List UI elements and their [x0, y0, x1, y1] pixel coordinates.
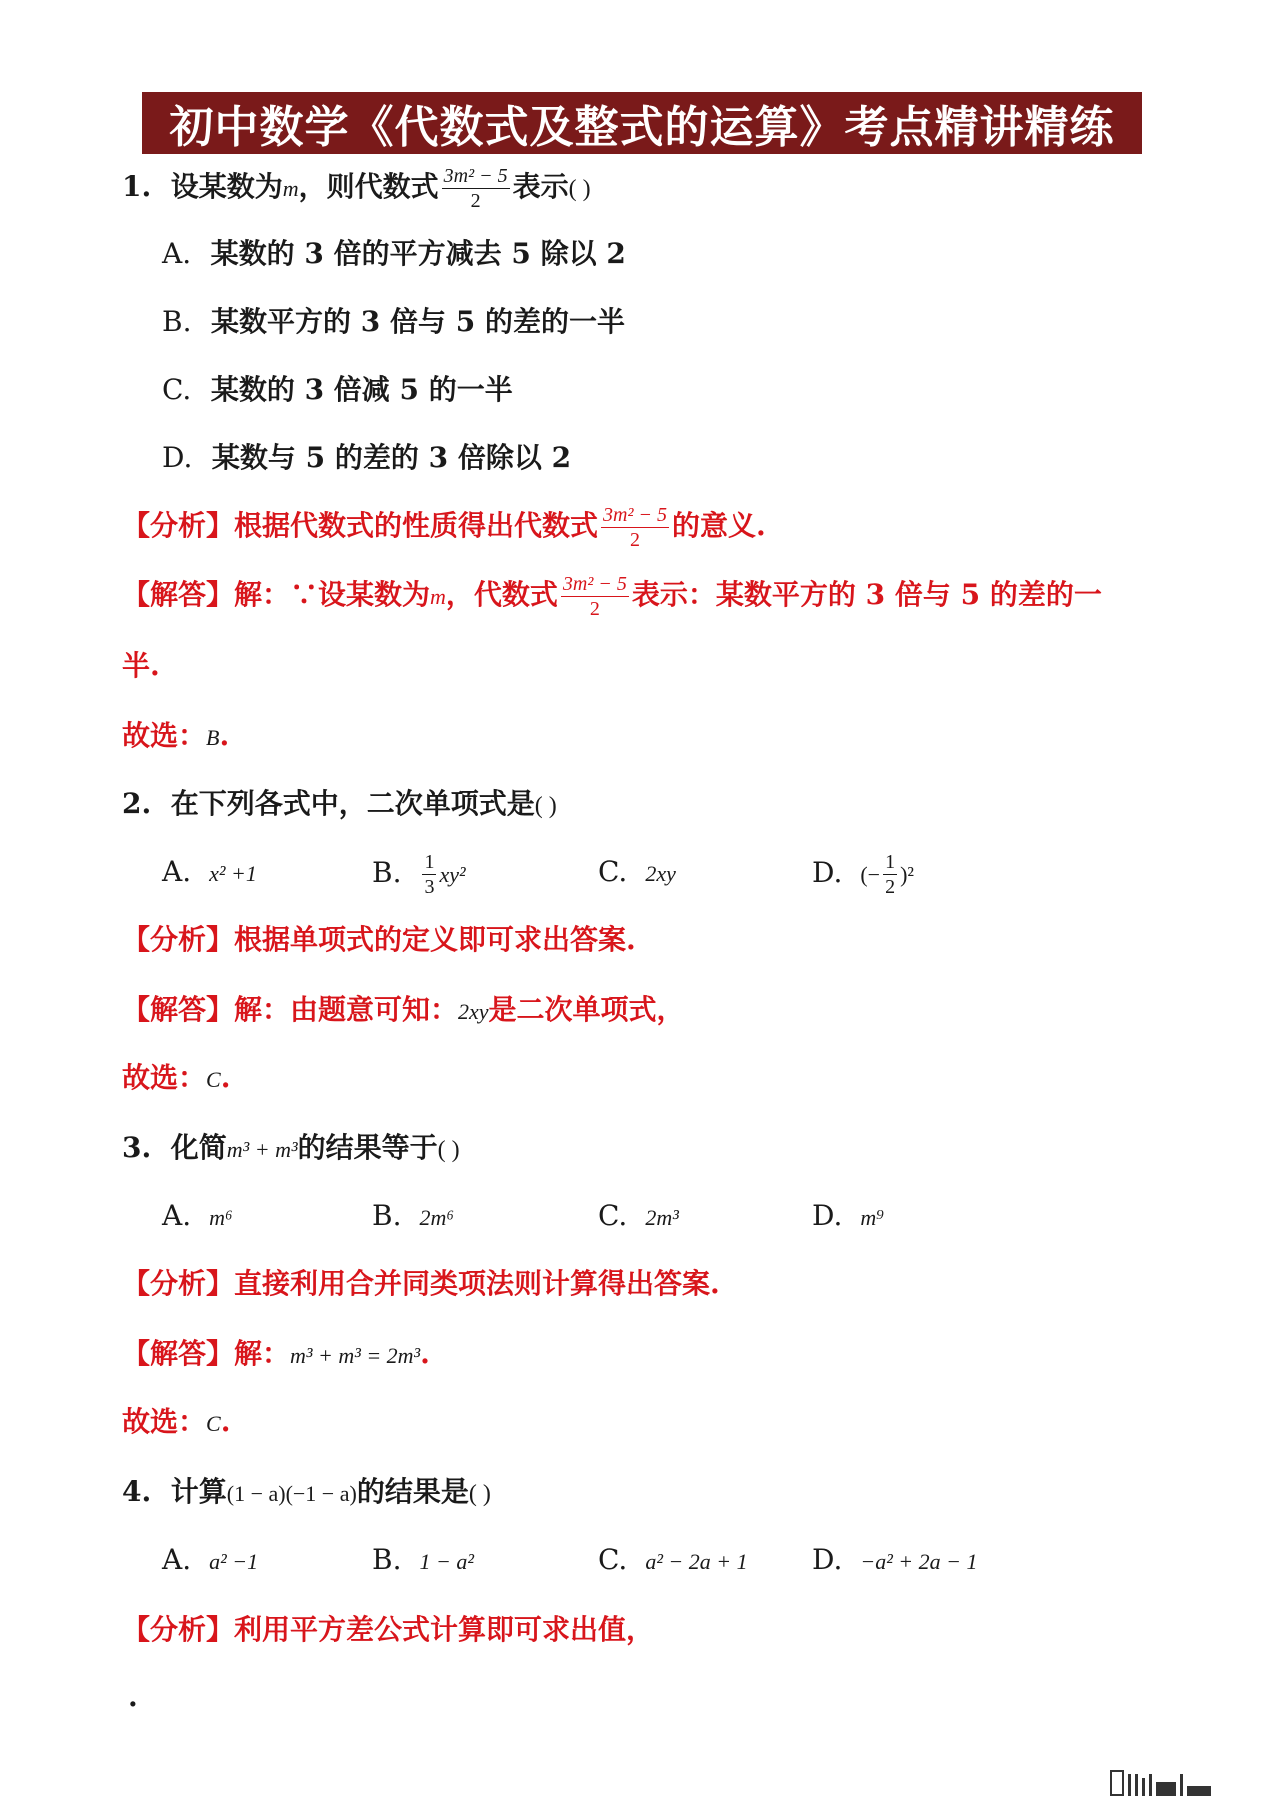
- answer-text: .: [420, 1337, 430, 1370]
- option-text: 某数平方的 3 倍与 5 的差的一半: [210, 305, 625, 338]
- option-text: 2m⁶: [419, 1205, 455, 1230]
- option-label: C.: [162, 373, 192, 406]
- q2-option-b: [372, 852, 466, 897]
- option-c: [162, 370, 513, 410]
- option-label: D.: [812, 1199, 843, 1232]
- question-text: 表示: [512, 170, 569, 203]
- question-text: 的结果是: [356, 1475, 469, 1508]
- choose-1: [122, 716, 229, 758]
- answer-text: ，代数式: [445, 578, 558, 611]
- question-math: (1 − a)(−1 − a): [226, 1481, 357, 1506]
- question-text: 化简: [170, 1131, 227, 1164]
- question-number: 2.: [122, 787, 152, 820]
- option-text: a² −1: [209, 1549, 259, 1574]
- q3-option-d: [812, 1196, 884, 1238]
- option-text: 2xy: [645, 861, 676, 886]
- analysis-text: 【分析】根据代数式的性质得出代数式: [122, 509, 599, 542]
- choose-label: 故选：: [122, 1405, 207, 1438]
- period: .: [219, 719, 230, 752]
- answer-text: 是二次单项式，: [488, 993, 685, 1026]
- analysis-4: 【分析】利用平方差公式计算即可求出值，: [122, 1613, 655, 1646]
- fraction: [422, 852, 436, 897]
- watermark-bars-icon: [1110, 1770, 1260, 1796]
- fraction-denominator: 2: [629, 529, 640, 551]
- choose-value: B: [206, 725, 220, 750]
- q2-option-c: [598, 852, 676, 894]
- question-2: [122, 784, 557, 826]
- q4-option-c: [598, 1540, 748, 1582]
- answer-blank: ( ): [437, 1137, 460, 1163]
- option-text: )²: [900, 862, 915, 887]
- option-label: A.: [162, 1199, 192, 1232]
- math-var: m: [430, 584, 446, 609]
- answer-2: [122, 990, 685, 1032]
- fraction: [442, 166, 510, 211]
- fraction: [561, 574, 629, 619]
- question-text: ，则代数式: [298, 170, 439, 203]
- fraction-denominator: 2: [885, 876, 896, 898]
- question-text: 的结果等于: [297, 1131, 438, 1164]
- q4-option-b: [372, 1540, 474, 1582]
- fraction-denominator: 3: [424, 876, 435, 898]
- fraction-numerator: 3m² − 5: [603, 504, 667, 526]
- option-label: C.: [598, 855, 628, 888]
- page-title: 初中数学《代数式及整式的运算》考点精讲精练: [142, 92, 1142, 154]
- option-label: A.: [162, 855, 192, 888]
- option-label: A.: [162, 237, 192, 270]
- question-text: 计算: [170, 1475, 227, 1508]
- question-math: m³ + m³: [226, 1137, 298, 1162]
- option-text: xy²: [439, 862, 466, 887]
- fraction-denominator: 2: [470, 190, 481, 212]
- option-text: m⁶: [209, 1205, 233, 1230]
- analysis-2: 【分析】根据单项式的定义即可求出答案.: [122, 923, 636, 956]
- fraction-denominator: 2: [589, 598, 600, 620]
- q4-option-a: [162, 1540, 258, 1582]
- choose-value: C: [206, 1067, 221, 1092]
- q4-option-d: [812, 1540, 978, 1582]
- analysis-text: 的意义.: [671, 509, 766, 542]
- option-text: (−: [860, 862, 881, 887]
- fraction-numerator: 3m² − 5: [443, 165, 508, 187]
- fraction-numerator: 1: [885, 851, 896, 873]
- option-label: C.: [598, 1543, 628, 1576]
- option-text: 某数与 5 的差的 3 倍除以 2: [211, 441, 572, 474]
- option-text: −a² + 2a − 1: [860, 1549, 978, 1574]
- question-number: 1.: [122, 170, 152, 203]
- question-text: 设某数为: [170, 170, 283, 203]
- question-3: [122, 1128, 460, 1170]
- choose-label: 故选：: [122, 1061, 207, 1094]
- analysis-1: [122, 505, 766, 550]
- option-label: B.: [162, 305, 192, 338]
- option-d: [162, 438, 571, 478]
- question-4: [122, 1472, 491, 1514]
- option-text: x² +1: [209, 861, 257, 886]
- q3-option-b: [372, 1196, 454, 1238]
- option-label: B.: [372, 1543, 402, 1576]
- option-label: C.: [598, 1199, 628, 1232]
- option-text: a² − 2a + 1: [645, 1549, 748, 1574]
- answer-blank: ( ): [534, 793, 557, 819]
- answer-text: 【解答】解：: [122, 1337, 291, 1370]
- question-1: [122, 166, 591, 211]
- option-text: 某数的 3 倍减 5 的一半: [210, 373, 513, 406]
- fraction: [883, 852, 897, 897]
- question-number: 3.: [122, 1131, 152, 1164]
- answer-blank: ( ): [468, 1481, 491, 1507]
- question-number: 4.: [122, 1475, 152, 1508]
- analysis-3: 【分析】直接利用合并同类项法则计算得出答案.: [122, 1267, 720, 1300]
- choose-label: 故选：: [122, 719, 207, 752]
- q2-option-a: [162, 852, 257, 894]
- math-var: m: [282, 176, 299, 201]
- choose-2: [122, 1058, 230, 1100]
- fraction: [601, 505, 669, 550]
- answer-1-cont: 半.: [122, 649, 160, 682]
- option-label: B.: [372, 1199, 402, 1232]
- answer-1: [122, 574, 1102, 619]
- option-label: D.: [812, 1543, 843, 1576]
- option-label: D.: [812, 856, 843, 889]
- option-text: m⁹: [860, 1205, 884, 1230]
- option-b: [162, 302, 625, 342]
- fraction-numerator: 1: [424, 851, 435, 873]
- option-label: D.: [162, 441, 193, 474]
- answer-text: 表示：某数平方的 3 倍与 5 的差的一: [631, 578, 1102, 611]
- fraction-numerator: 3m² − 5: [562, 573, 627, 595]
- option-text: 1 − a²: [419, 1549, 474, 1574]
- answer-3: [122, 1334, 430, 1376]
- q3-option-c: [598, 1196, 679, 1238]
- answer-text: 【解答】解：由题意可知：: [122, 993, 459, 1026]
- period: .: [220, 1405, 231, 1438]
- option-label: A.: [162, 1543, 192, 1576]
- answer-text: 【解答】解：∵设某数为: [122, 578, 431, 611]
- period: .: [220, 1061, 231, 1094]
- question-text: 在下列各式中，二次单项式是: [170, 787, 535, 820]
- choose-value: C: [206, 1411, 221, 1436]
- answer-math: m³ + m³ = 2m³: [290, 1343, 421, 1368]
- option-text: 某数的 3 倍的平方减去 5 除以 2: [210, 237, 626, 270]
- option-label: B.: [372, 856, 402, 889]
- q2-option-d: [812, 852, 914, 897]
- choose-3: [122, 1402, 230, 1444]
- q3-option-a: [162, 1196, 233, 1238]
- option-text: 2m³: [645, 1205, 679, 1230]
- option-a: [162, 234, 626, 274]
- trailing-dot: .: [128, 1680, 138, 1713]
- answer-math: 2xy: [458, 999, 489, 1024]
- answer-blank: ( ): [568, 176, 591, 202]
